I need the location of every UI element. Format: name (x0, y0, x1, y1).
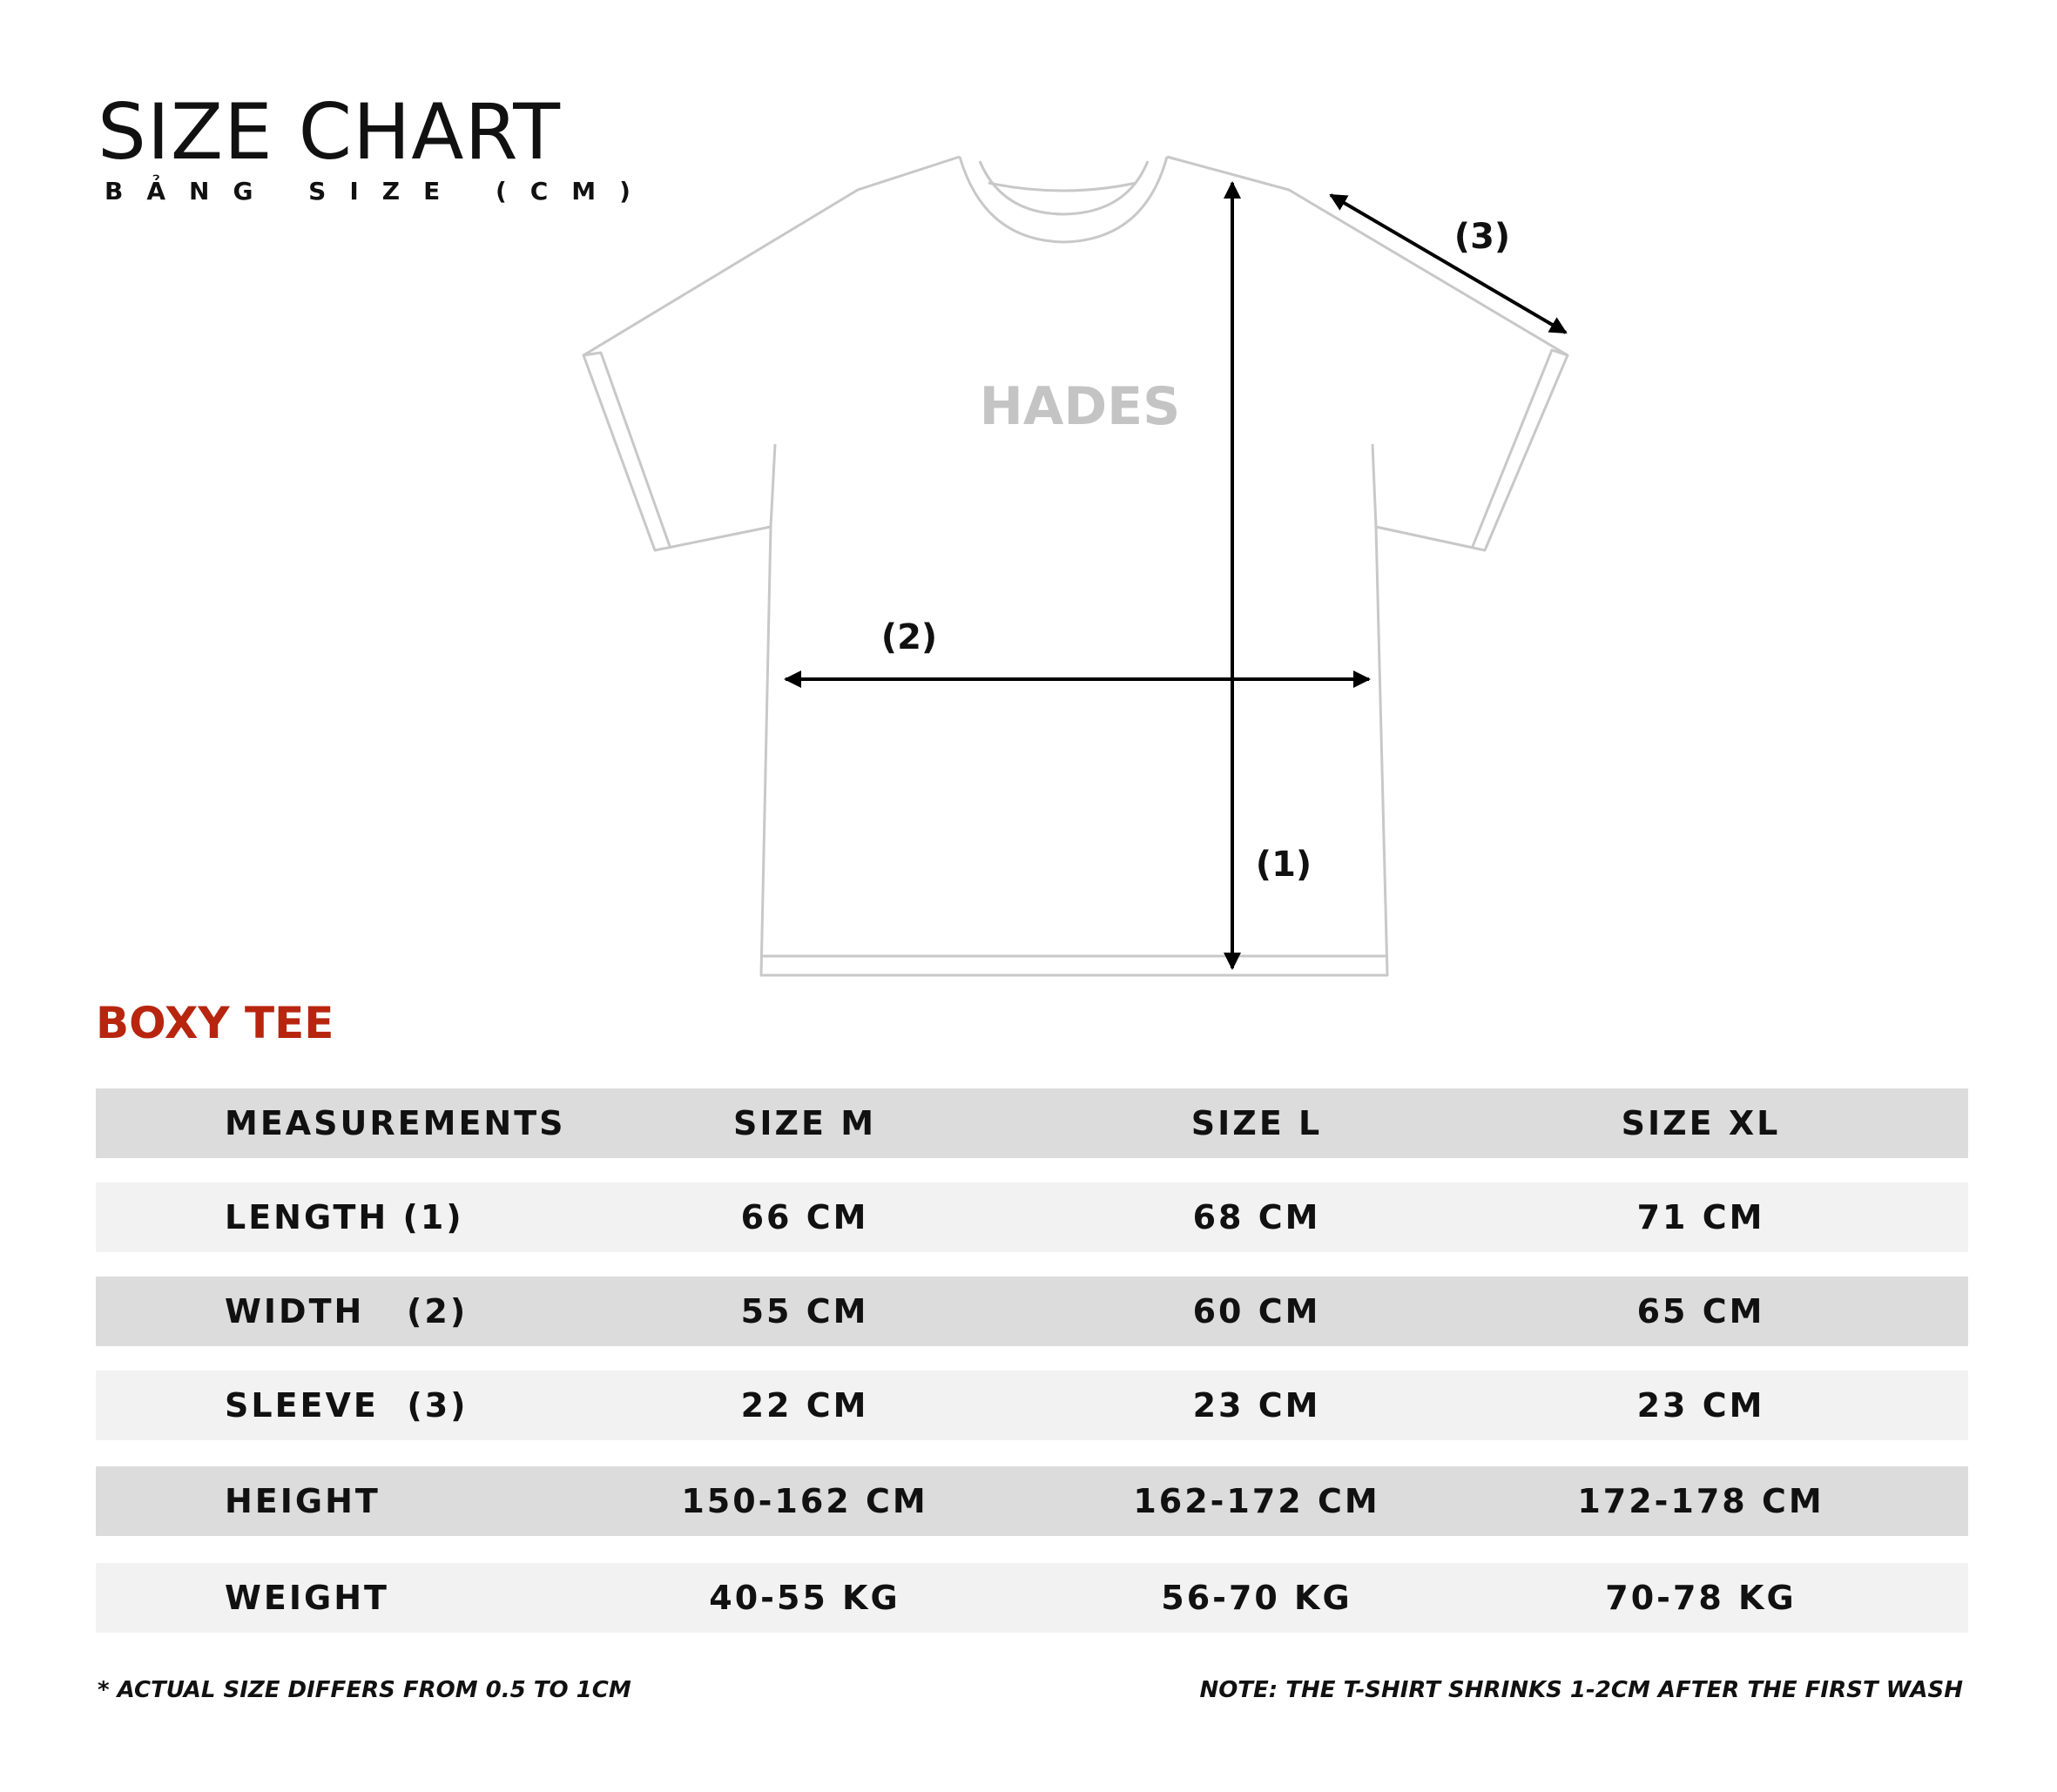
tshirt-outline (583, 157, 1568, 975)
header-measurements: MEASUREMENTS (225, 1104, 566, 1142)
value-size-m: 66 CM (740, 1198, 869, 1236)
value-size-m: 150-162 CM (681, 1482, 928, 1520)
table-row-height (96, 1466, 1968, 1536)
table-row-length (96, 1182, 1968, 1252)
product-name: BOXY TEE (96, 998, 334, 1048)
value-size-m: 40-55 KG (709, 1579, 900, 1617)
footnote-size-tolerance: * ACTUAL SIZE DIFFERS FROM 0.5 TO 1CM (98, 1677, 631, 1703)
footnote-shrink-note: NOTE: THE T-SHIRT SHRINKS 1-2CM AFTER THE FIRST WASH (1199, 1677, 1963, 1703)
header-size-m: SIZE M (732, 1104, 877, 1142)
row-label: HEIGHT (225, 1482, 381, 1520)
row-label: SLEEVE (3) (225, 1386, 469, 1425)
table-row-width (96, 1277, 1968, 1346)
value-size-l: 60 CM (1192, 1292, 1321, 1331)
value-size-xl: 172-178 CM (1577, 1482, 1824, 1520)
value-size-xl: 65 CM (1636, 1292, 1765, 1331)
width-label: (2) (880, 617, 938, 657)
header-size-xl: SIZE XL (1621, 1104, 1781, 1142)
value-size-l: 56-70 KG (1161, 1579, 1352, 1617)
value-size-xl: 70-78 KG (1605, 1579, 1797, 1617)
length-label: (1) (1255, 845, 1312, 885)
value-size-m: 55 CM (740, 1292, 869, 1331)
page-title: SIZE CHART (98, 87, 561, 177)
row-label: WEIGHT (225, 1579, 389, 1617)
value-size-xl: 23 CM (1636, 1386, 1765, 1425)
value-size-l: 68 CM (1192, 1198, 1321, 1236)
value-size-m: 22 CM (740, 1386, 869, 1425)
hades-logo: HADES (979, 376, 1181, 437)
table-row-sleeve (96, 1371, 1968, 1440)
value-size-l: 23 CM (1192, 1386, 1321, 1425)
header-size-l: SIZE L (1190, 1104, 1323, 1142)
sleeve-label: (3) (1453, 217, 1511, 257)
value-size-xl: 71 CM (1636, 1198, 1765, 1236)
table-header-row (96, 1088, 1968, 1158)
page-subtitle: BẢNG SIZE (CM) (105, 177, 654, 205)
row-label: WIDTH (2) (225, 1292, 469, 1331)
value-size-l: 162-172 CM (1133, 1482, 1380, 1520)
table-row-weight (96, 1563, 1968, 1633)
row-label: LENGTH (1) (225, 1198, 464, 1236)
sleeve-arrow (1331, 195, 1566, 333)
